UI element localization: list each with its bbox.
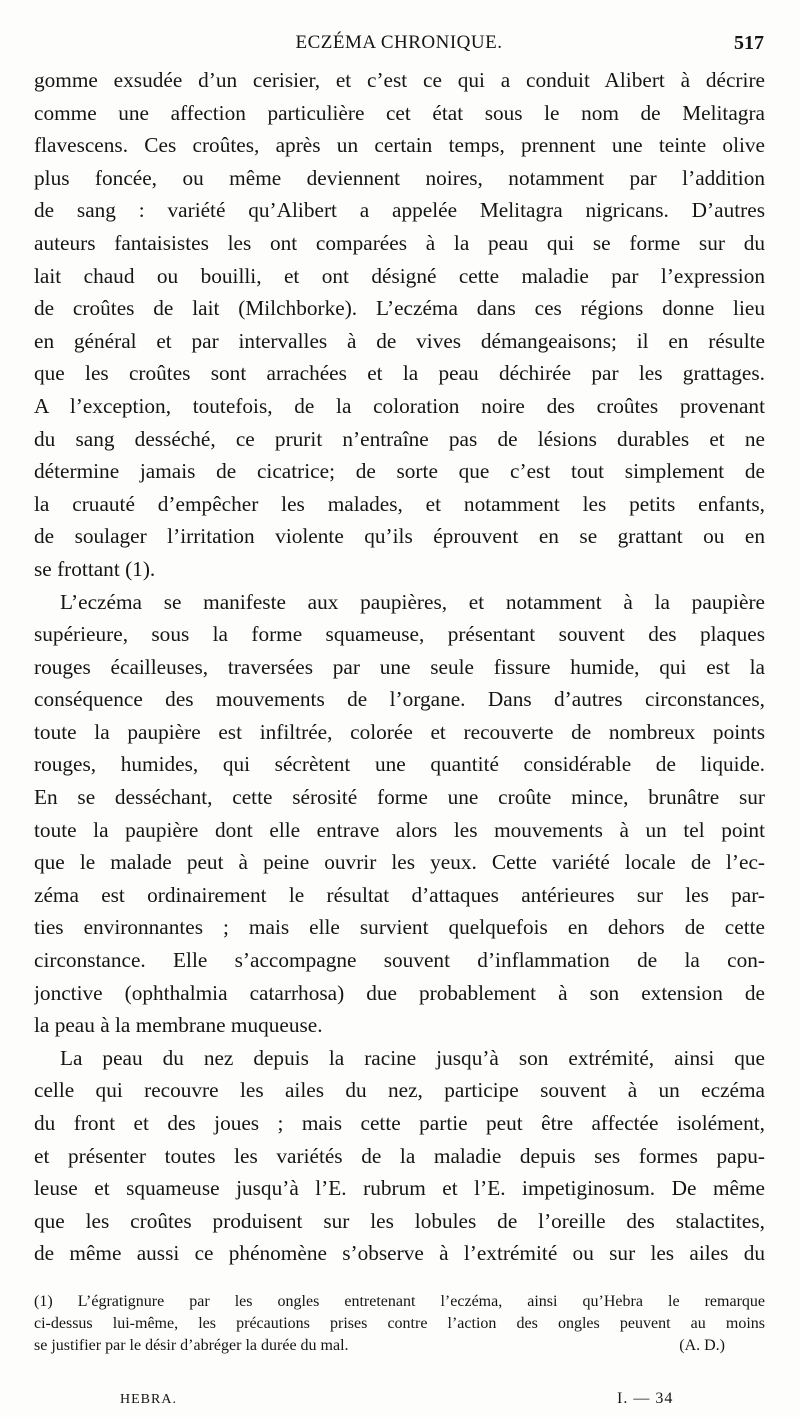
text-line: leuse et squameuse jusqu’à l’E. rubrum et l’E. impetiginosum. De même xyxy=(34,1176,765,1201)
text-line: celle qui recouvre les ailes du nez, participe souvent à un eczéma xyxy=(34,1078,765,1103)
text-line: la cruauté d’empêcher les malades, et notamment les petits enfants, xyxy=(34,491,765,516)
footnote xyxy=(34,1291,765,1357)
text-line: En se desséchant, cette sérosité forme une croûte mince, brunâtre sur xyxy=(34,785,765,810)
text-line: rouges écailleuses, traversées par une seule fissure humide, qui est la xyxy=(34,654,765,679)
text-line: comme une affection particulière cet état sous le nom de Melitagra xyxy=(34,100,765,125)
text-line: que les croûtes produisent sur les lobules de l’oreille des stalactites, xyxy=(34,1208,765,1233)
text-line: gomme exsudée d’un cerisier, et c’est ce qui a conduit Alibert à décrire xyxy=(34,68,765,92)
text-line: de croûtes de lait (Milchborke). L’eczéma dans ces régions donne lieu xyxy=(34,296,765,321)
text-line: détermine jamais de cicatrice; de sorte que c’est tout simplement de xyxy=(34,459,765,484)
running-head xyxy=(34,30,764,58)
text-line: du front et des joues ; mais cette partie peut être affectée isolément, xyxy=(34,1111,765,1135)
text-line: se frottant (1). xyxy=(34,556,156,581)
text-line: que le malade peut à peine ouvrir les yeux. Cette variété locale de l’ec- xyxy=(34,850,765,875)
text-line: A l’exception, toutefois, de la coloration noire des croûtes provenant xyxy=(34,393,765,418)
text-line: supérieure, sous la forme squameuse, présentant souvent des plaques xyxy=(34,622,765,647)
footnote-line: (1) L’égratignure par les ongles entretenant l’eczéma, ainsi qu’Hebra le remarque xyxy=(34,1293,765,1310)
text-line: ties environnantes ; mais elle survient quelquefois en dehors de cette xyxy=(34,915,765,940)
text-line: zéma est ordinairement le résultat d’attaques antérieures sur les par- xyxy=(34,882,765,907)
page-number: 517 xyxy=(734,32,764,54)
text-line: plus foncée, ou même deviennent noires, notamment par l’addition xyxy=(34,165,765,190)
text-line: toute la paupière est infiltrée, colorée et recouverte de nombreux points xyxy=(34,719,765,744)
text-line: de soulager l’irritation violente qu’ils éprouvent en se grattant ou en xyxy=(34,524,765,549)
footnote-line: ci-dessus lui-même, les précautions prises contre l’action des ongles peuvent au moins xyxy=(34,1315,765,1332)
body-text xyxy=(34,64,765,1270)
text-line: auteurs fantaisistes les ont comparées à la peau qui se forme sur du xyxy=(34,230,765,255)
text-line: La peau du nez depuis la racine jusqu’à son extrémité, ainsi que xyxy=(60,1045,765,1070)
text-line: circonstance. Elle s’accompagne souvent d’inflammation de la con- xyxy=(34,948,765,973)
text-line: en général et par intervalles à de vives démangeaisons; il en résulte xyxy=(34,328,765,353)
text-line: rouges, humides, qui sécrètent une quantité considérable de liquide. xyxy=(34,752,765,777)
text-line: lait chaud ou bouilli, et ont désigné cette maladie par l’expression xyxy=(34,263,765,288)
text-line: et présenter toutes les variétés de la maladie depuis ses formes papu- xyxy=(34,1143,765,1168)
text-line: de sang : variété qu’Alibert a appelée Melitagra nigricans. D’autres xyxy=(34,198,765,223)
footnote-attribution: (A. D.) xyxy=(679,1337,725,1354)
running-title: ECZÉMA CHRONIQUE. xyxy=(295,32,503,53)
text-line: de même aussi ce phénomène s’observe à l’extrémité ou sur les ailes du xyxy=(34,1241,765,1266)
text-line: jonctive (ophthalmia catarrhosa) due probablement à son extension de xyxy=(34,980,765,1005)
text-line: flavescens. Ces croûtes, après un certain temps, prennent une teinte olive xyxy=(34,133,765,158)
text-line: conséquence des mouvements de l’organe. Dans d’autres circonstances, xyxy=(34,687,765,712)
text-line: la peau à la membrane muqueuse. xyxy=(34,1013,323,1038)
footnote-last-line xyxy=(34,1335,765,1357)
text-line: que les croûtes sont arrachées et la peau déchirée par les grattages. xyxy=(34,361,765,386)
text-line: du sang desséché, ce prurit n’entraîne pas de lésions durables et ne xyxy=(34,426,765,451)
text-line: toute la paupière dont elle entrave alors les mouvements à un tel point xyxy=(34,817,765,842)
sheet-mark: I. — 34 xyxy=(617,1390,674,1407)
printer-signature: HEBRA. xyxy=(120,1392,177,1407)
footnote-line: se justifier par le désir d’abréger la durée du mal. xyxy=(34,1337,349,1354)
text-line: L’eczéma se manifeste aux paupières, et notamment à la paupière xyxy=(60,589,765,614)
